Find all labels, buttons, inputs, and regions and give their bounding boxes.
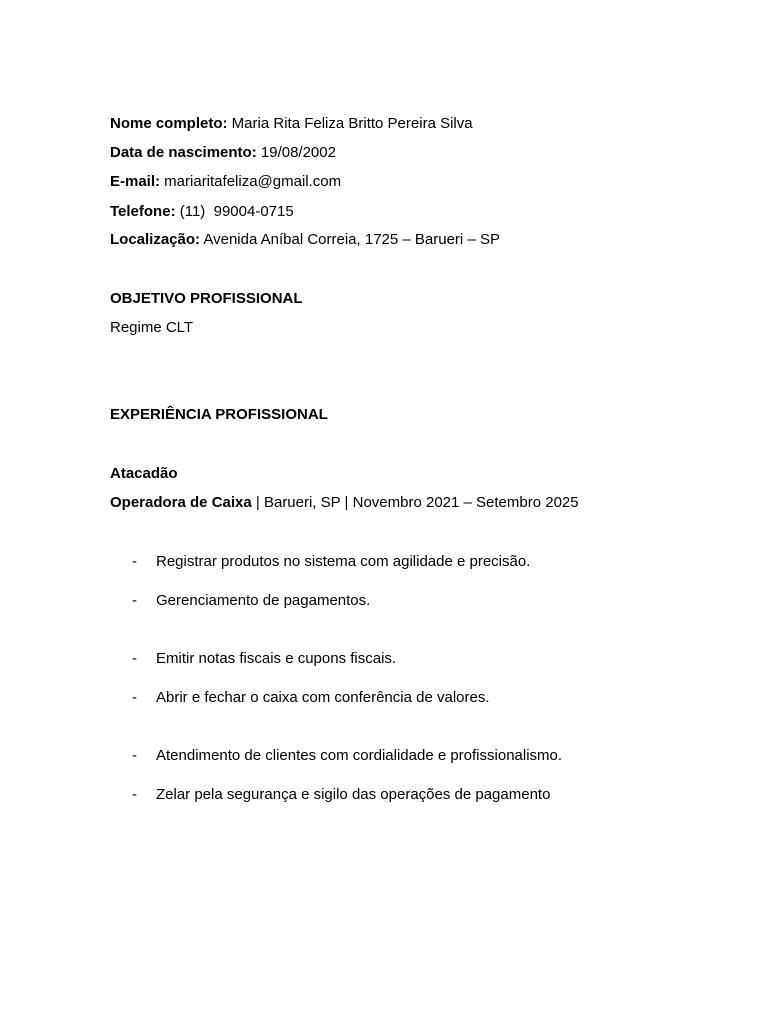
- email-label: E-mail:: [110, 173, 161, 190]
- location-label: Localização:: [110, 231, 201, 248]
- phone-value: (11) 99004-0715: [175, 203, 294, 220]
- bullet-marker: -: [132, 786, 137, 803]
- bullet-marker: -: [132, 592, 137, 609]
- objective-text: Regime CLT: [110, 319, 194, 336]
- experience-heading: EXPERIÊNCIA PROFISSIONAL: [110, 406, 328, 423]
- list-item-text: Gerenciamento de pagamentos.: [156, 592, 371, 609]
- location-value: Avenida Aníbal Correia, 1725 – Barueri – SP: [200, 231, 500, 248]
- location-line: [110, 231, 500, 249]
- email-value: mariaritafeliza@gmail.com: [160, 173, 342, 190]
- bullet-marker: -: [132, 553, 137, 570]
- full-name-value: Maria Rita Feliza Britto Pereira Silva: [227, 115, 473, 132]
- birth-date-value: 19/08/2002: [256, 144, 336, 161]
- list-item-text: Abrir e fechar o caixa com conferência de valores.: [156, 689, 490, 706]
- role-line: [110, 494, 579, 512]
- phone-label: Telefone:: [110, 203, 176, 220]
- list-item-text: Registrar produtos no sistema com agilidade e precisão.: [156, 553, 531, 570]
- bullet-marker: -: [132, 689, 137, 706]
- full-name-label: Nome completo:: [110, 115, 228, 132]
- company-name: Atacadão: [110, 465, 178, 482]
- bullet-marker: -: [132, 747, 137, 764]
- list-item-text: Zelar pela segurança e sigilo das operações de pagamento: [156, 786, 551, 803]
- full-name-line: [110, 115, 473, 133]
- email-line: [110, 173, 341, 191]
- role-title: Operadora de Caixa: [110, 494, 252, 511]
- bullet-marker: -: [132, 650, 137, 667]
- objective-heading: OBJETIVO PROFISSIONAL: [110, 290, 303, 307]
- list-item-text: Emitir notas fiscais e cupons fiscais.: [156, 650, 397, 667]
- role-details: | Barueri, SP | Novembro 2021 – Setembro 2025: [251, 494, 579, 511]
- birth-date-label: Data de nascimento:: [110, 144, 257, 161]
- list-item-text: Atendimento de clientes com cordialidade e profissionalismo.: [156, 747, 563, 764]
- birth-date-line: [110, 144, 336, 162]
- phone-line: [110, 203, 294, 221]
